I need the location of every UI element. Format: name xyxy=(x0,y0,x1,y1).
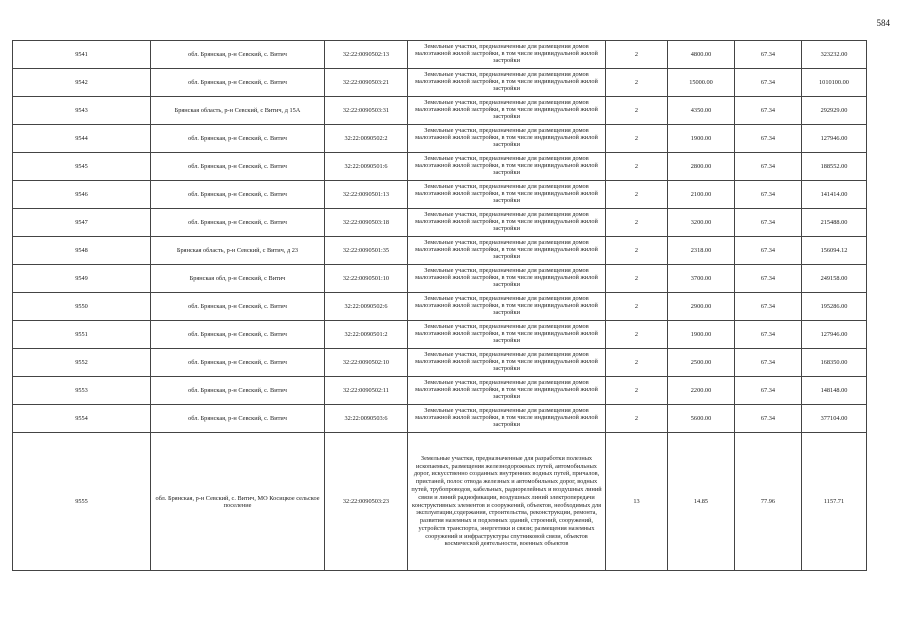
specific-value-cell: 67.34 xyxy=(735,237,802,265)
specific-value-cell: 77.96 xyxy=(735,433,802,571)
address-cell: обл. Брянская, р-н Севский, с. Витич xyxy=(151,41,325,69)
row-number-cell: 9553 xyxy=(13,377,151,405)
page-number: 584 xyxy=(876,18,890,28)
address-cell: обл. Брянская, р-н Севский, с. Витич xyxy=(151,321,325,349)
table-row xyxy=(13,377,867,405)
group-code-cell: 13 xyxy=(606,433,668,571)
specific-value-cell: 67.34 xyxy=(735,321,802,349)
specific-value-cell: 67.34 xyxy=(735,153,802,181)
table-row xyxy=(13,41,867,69)
table-row xyxy=(13,69,867,97)
land-use-cell: Земельные участки, предназначенные для размещения домов малоэтажной жилой застройки, в том числе индивидуальной жилой застройки xyxy=(408,405,606,433)
area-cell: 2800.00 xyxy=(668,153,735,181)
specific-value-cell: 67.34 xyxy=(735,41,802,69)
land-use-cell: Земельные участки, предназначенные для размещения домов малоэтажной жилой застройки, в том числе индивидуальной жилой застройки xyxy=(408,125,606,153)
row-number-cell: 9546 xyxy=(13,181,151,209)
cadastral-value-cell: 1157.71 xyxy=(802,433,867,571)
group-code-cell: 2 xyxy=(606,265,668,293)
table-row xyxy=(13,321,867,349)
specific-value-cell: 67.34 xyxy=(735,181,802,209)
cadastral-number-cell: 32:22:0090502:10 xyxy=(325,349,408,377)
address-cell: обл. Брянская, р-н Севский, с. Витич xyxy=(151,125,325,153)
address-cell: Брянская область, р-н Севский, с Витич, д 23 xyxy=(151,237,325,265)
specific-value-cell: 67.34 xyxy=(735,265,802,293)
cadastral-value-cell: 1010100.00 xyxy=(802,69,867,97)
cadastral-number-cell: 32:22:0090502:11 xyxy=(325,377,408,405)
land-use-cell: Земельные участки, предназначенные для размещения домов малоэтажной жилой застройки, в том числе индивидуальной жилой застройки xyxy=(408,209,606,237)
address-cell: Брянская обл, р-н Севский, с Витич xyxy=(151,265,325,293)
table-row xyxy=(13,237,867,265)
table-row xyxy=(13,181,867,209)
land-use-cell: Земельные участки, предназначенные для размещения домов малоэтажной жилой застройки, в том числе индивидуальной жилой застройки xyxy=(408,349,606,377)
table-row xyxy=(13,293,867,321)
row-number-cell: 9551 xyxy=(13,321,151,349)
table-row xyxy=(13,349,867,377)
table-row xyxy=(13,405,867,433)
address-cell: обл. Брянская, р-н Севский, с. Витич xyxy=(151,69,325,97)
group-code-cell: 2 xyxy=(606,377,668,405)
land-use-cell: Земельные участки, предназначенные для размещения домов малоэтажной жилой застройки, в том числе индивидуальной жилой застройки xyxy=(408,265,606,293)
specific-value-cell: 67.34 xyxy=(735,69,802,97)
area-cell: 2200.00 xyxy=(668,377,735,405)
specific-value-cell: 67.34 xyxy=(735,97,802,125)
area-cell: 2318.00 xyxy=(668,237,735,265)
cadastral-number-cell: 32:22:0090503:23 xyxy=(325,433,408,571)
cadastral-value-cell: 249158.00 xyxy=(802,265,867,293)
address-cell: обл. Брянская, р-н Севский, с. Витич xyxy=(151,209,325,237)
group-code-cell: 2 xyxy=(606,97,668,125)
row-number-cell: 9550 xyxy=(13,293,151,321)
area-cell: 2100.00 xyxy=(668,181,735,209)
row-number-cell: 9548 xyxy=(13,237,151,265)
cadastral-number-cell: 32:22:0090503:6 xyxy=(325,405,408,433)
group-code-cell: 2 xyxy=(606,153,668,181)
row-number-cell: 9554 xyxy=(13,405,151,433)
cadastral-value-cell: 156094.12 xyxy=(802,237,867,265)
table-row xyxy=(13,153,867,181)
area-cell: 15000.00 xyxy=(668,69,735,97)
specific-value-cell: 67.34 xyxy=(735,293,802,321)
address-cell: обл. Брянская, р-н Севский, с. Витич xyxy=(151,293,325,321)
area-cell: 2900.00 xyxy=(668,293,735,321)
address-cell: обл. Брянская, р-н Севский, с. Витич xyxy=(151,377,325,405)
land-use-cell: Земельные участки, предназначенные для размещения домов малоэтажной жилой застройки, в том числе индивидуальной жилой застройки xyxy=(408,321,606,349)
address-cell: Брянская область, р-н Севский, с Витич, д 15А xyxy=(151,97,325,125)
table-row xyxy=(13,209,867,237)
row-number-cell: 9542 xyxy=(13,69,151,97)
area-cell: 3200.00 xyxy=(668,209,735,237)
row-number-cell: 9545 xyxy=(13,153,151,181)
address-cell: обл. Брянская, р-н Севский, с. Витич xyxy=(151,349,325,377)
group-code-cell: 2 xyxy=(606,125,668,153)
cadastral-value-cell: 215488.00 xyxy=(802,209,867,237)
specific-value-cell: 67.34 xyxy=(735,377,802,405)
row-number-cell: 9552 xyxy=(13,349,151,377)
group-code-cell: 2 xyxy=(606,41,668,69)
land-use-cell: Земельные участки, предназначенные для размещения домов малоэтажной жилой застройки, в том числе индивидуальной жилой застройки xyxy=(408,97,606,125)
cadastral-value-cell: 292929.00 xyxy=(802,97,867,125)
group-code-cell: 2 xyxy=(606,321,668,349)
cadastral-number-cell: 32:22:0090501:10 xyxy=(325,265,408,293)
area-cell: 5600.00 xyxy=(668,405,735,433)
cadastral-value-cell: 377104.00 xyxy=(802,405,867,433)
cadastral-number-cell: 32:22:0090501:13 xyxy=(325,181,408,209)
cadastral-value-cell: 323232.00 xyxy=(802,41,867,69)
area-cell: 1900.00 xyxy=(668,125,735,153)
land-use-cell: Земельные участки, предназначенные для размещения домов малоэтажной жилой застройки, в том числе индивидуальной жилой застройки xyxy=(408,41,606,69)
land-use-cell: Земельные участки, предназначенные для размещения домов малоэтажной жилой застройки, в том числе индивидуальной жилой застройки xyxy=(408,237,606,265)
cadastral-number-cell: 32:22:0090503:18 xyxy=(325,209,408,237)
land-use-cell: Земельные участки, предназначенные для размещения домов малоэтажной жилой застройки, в том числе индивидуальной жилой застройки xyxy=(408,377,606,405)
area-cell: 3700.00 xyxy=(668,265,735,293)
area-cell: 14.85 xyxy=(668,433,735,571)
group-code-cell: 2 xyxy=(606,293,668,321)
cadastral-value-table xyxy=(12,40,867,571)
row-number-cell: 9555 xyxy=(13,433,151,571)
cadastral-value-cell: 168350.00 xyxy=(802,349,867,377)
address-cell: обл. Брянская, р-н Севский, с. Витич xyxy=(151,153,325,181)
group-code-cell: 2 xyxy=(606,237,668,265)
group-code-cell: 2 xyxy=(606,181,668,209)
cadastral-value-cell: 195286.00 xyxy=(802,293,867,321)
area-cell: 1900.00 xyxy=(668,321,735,349)
group-code-cell: 2 xyxy=(606,69,668,97)
row-number-cell: 9544 xyxy=(13,125,151,153)
cadastral-value-cell: 148148.00 xyxy=(802,377,867,405)
table-row xyxy=(13,97,867,125)
specific-value-cell: 67.34 xyxy=(735,209,802,237)
cadastral-number-cell: 32:22:0090502:13 xyxy=(325,41,408,69)
land-use-cell: Земельные участки, предназначенные для размещения домов малоэтажной жилой застройки, в том числе индивидуальной жилой застройки xyxy=(408,69,606,97)
address-cell: обл. Брянская, р-н Севский, с. Витич xyxy=(151,181,325,209)
cadastral-number-cell: 32:22:0090501:6 xyxy=(325,153,408,181)
group-code-cell: 2 xyxy=(606,209,668,237)
specific-value-cell: 67.34 xyxy=(735,405,802,433)
cadastral-number-cell: 32:22:0090502:2 xyxy=(325,125,408,153)
table-body xyxy=(13,41,867,571)
land-use-cell: Земельные участки, предназначенные для размещения домов малоэтажной жилой застройки, в том числе индивидуальной жилой застройки xyxy=(408,293,606,321)
cadastral-number-cell: 32:22:0090503:21 xyxy=(325,69,408,97)
row-number-cell: 9541 xyxy=(13,41,151,69)
cadastral-number-cell: 32:22:0090503:31 xyxy=(325,97,408,125)
table-row xyxy=(13,125,867,153)
table-row xyxy=(13,433,867,571)
area-cell: 4350.00 xyxy=(668,97,735,125)
specific-value-cell: 67.34 xyxy=(735,349,802,377)
land-use-cell: Земельные участки, предназначенные для размещения домов малоэтажной жилой застройки, в том числе индивидуальной жилой застройки xyxy=(408,181,606,209)
cadastral-value-cell: 127946.00 xyxy=(802,321,867,349)
cadastral-number-cell: 32:22:0090501:2 xyxy=(325,321,408,349)
address-cell: обл. Брянская, р-н Севский, с. Витич, МО Косицкое сельское поселение xyxy=(151,433,325,571)
cadastral-value-cell: 127946.00 xyxy=(802,125,867,153)
cadastral-number-cell: 32:22:0090501:35 xyxy=(325,237,408,265)
table-row xyxy=(13,265,867,293)
land-use-cell: Земельные участки, предназначенные для размещения домов малоэтажной жилой застройки, в том числе индивидуальной жилой застройки xyxy=(408,153,606,181)
area-cell: 2500.00 xyxy=(668,349,735,377)
row-number-cell: 9547 xyxy=(13,209,151,237)
cadastral-value-cell: 141414.00 xyxy=(802,181,867,209)
area-cell: 4800.00 xyxy=(668,41,735,69)
cadastral-value-cell: 188552.00 xyxy=(802,153,867,181)
land-use-cell: Земельные участки, предназначенные для разработки полезных ископаемых, размещения железнодорожных путей, автомобильных дорог, искусственно созданных внутренних водных путей, причалов, пристаней, полос отвода железных и автомобильных дорог, водных путей, трубопроводов, кабельных, радиорелейных и воздушных линий связи и линий радиофикации, воздушных линий электропередачи конструктивных элементов и сооружений, объектов, необходимых для эксплуатации,содержания, строительства, реконструкции, ремонта, развития наземных и подземных зданий, строений, сооружений, устройств транспорта, энергетики и связи; размещения наземных сооружений и инфраструктуры спутниковой связи, объектов космической деятельности, военных объектов xyxy=(408,433,606,571)
group-code-cell: 2 xyxy=(606,405,668,433)
specific-value-cell: 67.34 xyxy=(735,125,802,153)
group-code-cell: 2 xyxy=(606,349,668,377)
address-cell: обл. Брянская, р-н Севский, с. Витич xyxy=(151,405,325,433)
cadastral-number-cell: 32:22:0090502:6 xyxy=(325,293,408,321)
row-number-cell: 9543 xyxy=(13,97,151,125)
row-number-cell: 9549 xyxy=(13,265,151,293)
